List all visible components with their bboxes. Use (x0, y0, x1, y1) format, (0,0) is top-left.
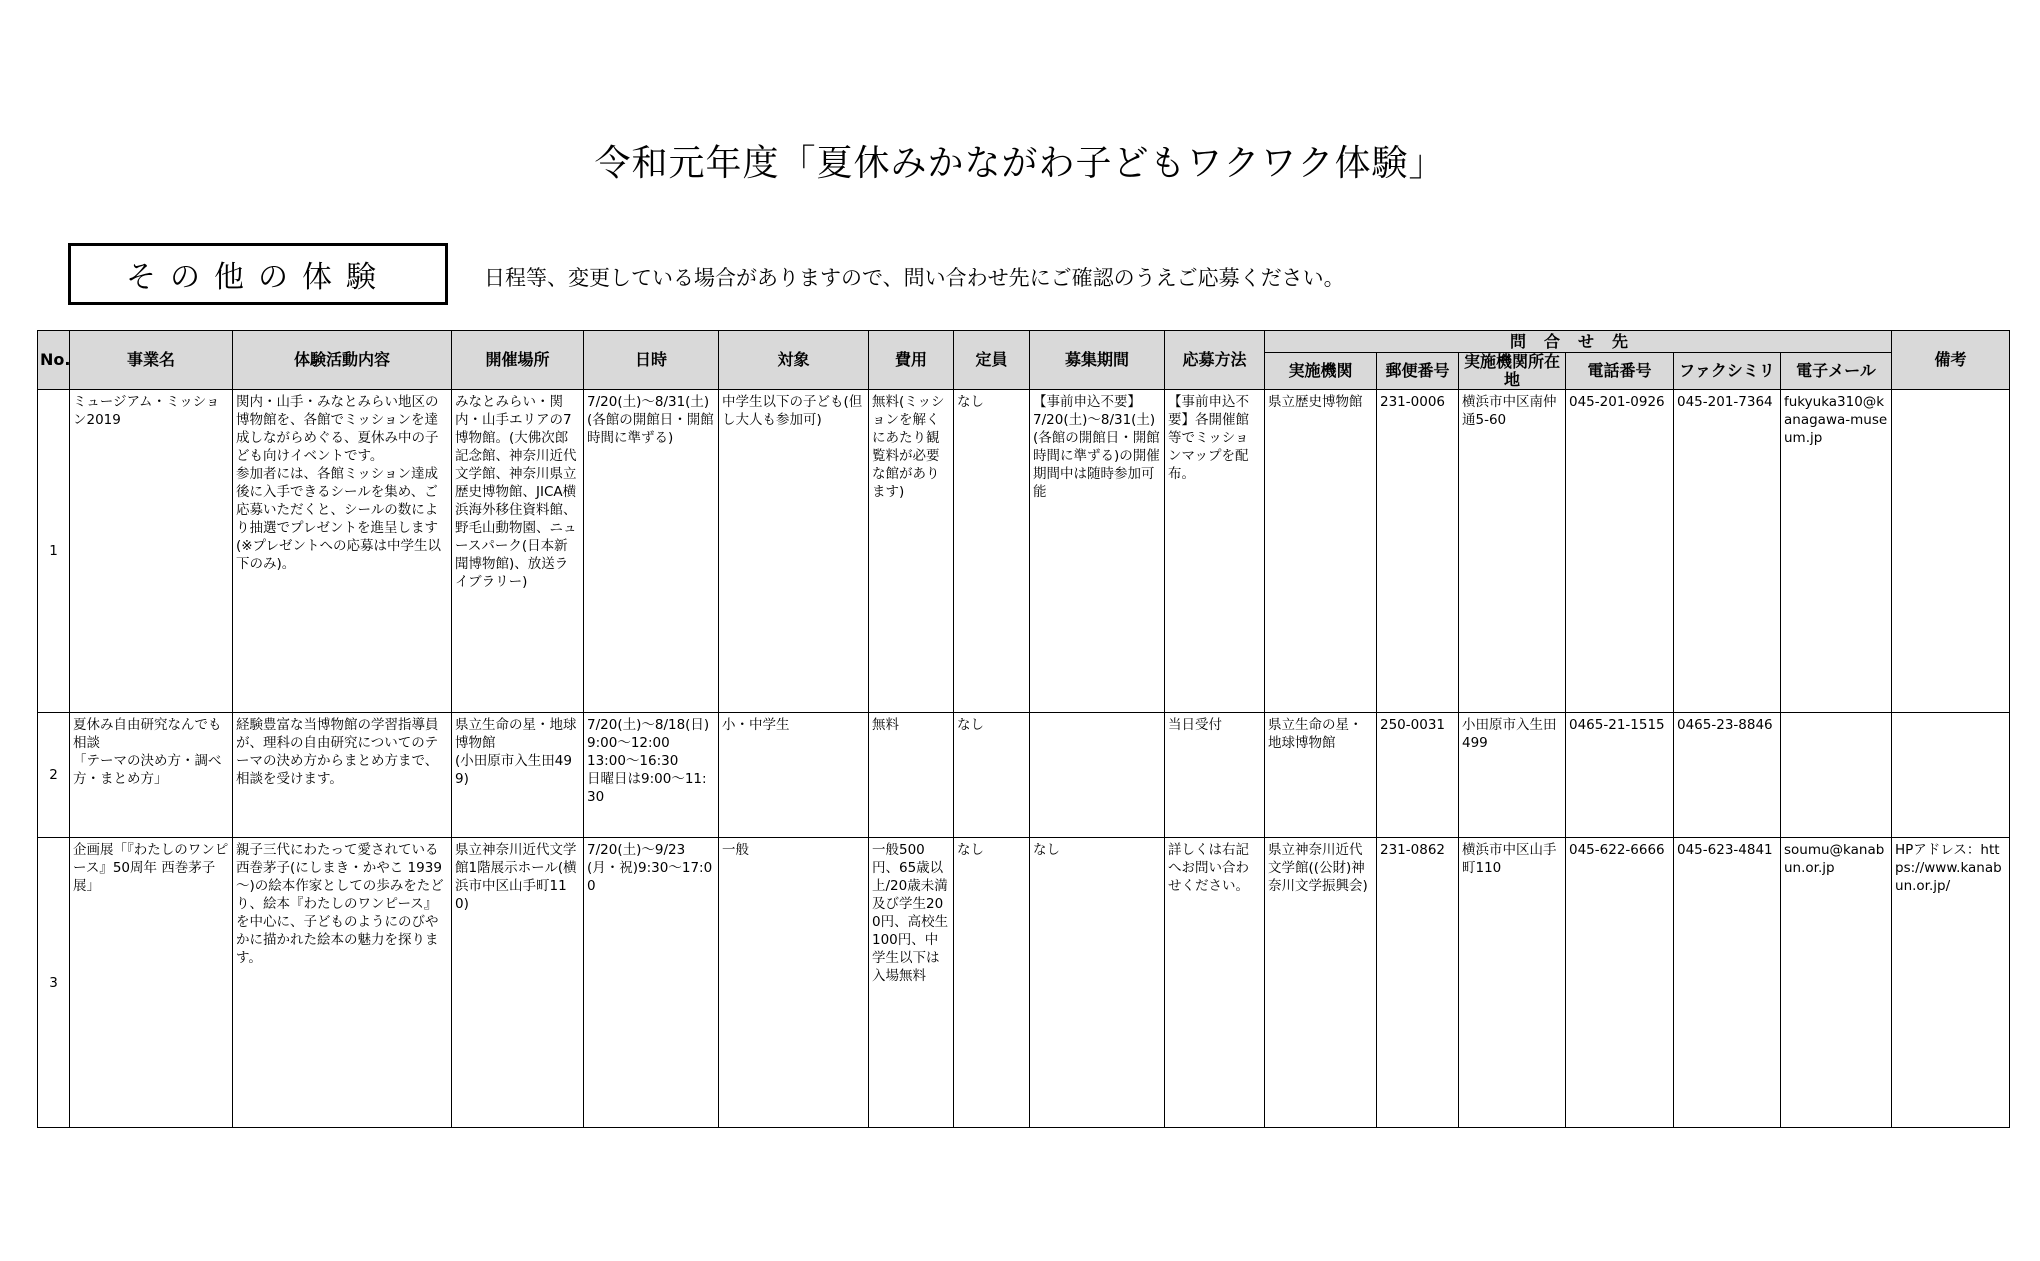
cell-capacity: なし (954, 713, 1030, 838)
header-project: 事業名 (70, 331, 233, 390)
cell-email: fukyuka310@kanagawa-museum.jp (1781, 390, 1892, 713)
cell-no: 1 (38, 390, 70, 713)
section-label-box (68, 243, 448, 305)
cell-postal: 231-0862 (1377, 838, 1459, 1128)
cell-recruit: なし (1030, 838, 1165, 1128)
cell-address: 小田原市入生田499 (1459, 713, 1566, 838)
header-address: 実施機関所在地 (1459, 353, 1566, 390)
header-no: No. (38, 331, 70, 390)
cell-note: HPアドレス：https://www.kanabun.or.jp/ (1892, 838, 2010, 1128)
cell-capacity: なし (954, 838, 1030, 1128)
cell-fax: 0465-23-8846 (1674, 713, 1781, 838)
cell-note (1892, 713, 2010, 838)
table-row (38, 838, 2010, 1128)
header-note: 備考 (1892, 331, 2010, 390)
header-content: 体験活動内容 (233, 331, 452, 390)
page-title: 令和元年度「夏休みかながわ子どもワクワク体験」 (594, 143, 1446, 184)
cell-project: 夏休み自由研究なんでも相談 「テーマの決め方・調べ方・まとめ方」 (70, 713, 233, 838)
cell-capacity: なし (954, 390, 1030, 713)
cell-apply: 詳しくは右記へお問い合わせください。 (1165, 838, 1265, 1128)
cell-venue: みなとみらい・関内・山手エリアの7博物館。(大佛次郎記念館、神奈川近代文学館、神奈川県立歴史博物館、JICA横浜海外移住資料館、野毛山動物園、ニュースパーク(日本新聞博物館)、放送ライブラリー) (452, 390, 584, 713)
header-contact: 問合せ先 (1265, 331, 1892, 353)
cell-org: 県立生命の星・地球博物館 (1265, 713, 1377, 838)
header-org: 実施機関 (1265, 353, 1377, 390)
cell-no: 2 (38, 713, 70, 838)
cell-project: 企画展「『わたしのワンピース』50周年 西巻茅子展」 (70, 838, 233, 1128)
cell-phone: 045-622-6666 (1566, 838, 1674, 1128)
cell-recruit (1030, 713, 1165, 838)
cell-content: 親子三代にわたって愛されている西巻茅子(にしまき・かやこ 1939～)の絵本作家としての歩みをたどり、絵本『わたしのワンピース』を中心に、子どものようにのびやかに描かれた絵本の魅力を探ります。 (233, 838, 452, 1128)
header-postal: 郵便番号 (1377, 353, 1459, 390)
cell-content: 経験豊富な当博物館の学習指導員が、理科の自由研究についてのテーマの決め方からまとめ方まで、相談を受けます。 (233, 713, 452, 838)
section-label: その他の体験 (126, 260, 390, 295)
header-fax: ファクシミリ (1674, 353, 1781, 390)
cell-email: soumu@kanabun.or.jp (1781, 838, 1892, 1128)
cell-content: 関内・山手・みなとみらい地区の博物館を、各館でミッションを達成しながらめぐる、夏休み中の子ども向けイベントです。 参加者には、各館ミッション達成後に入手できるシールを集め、ご応募いただくと、シールの数により抽選でプレゼントを進呈します(※プレゼントへの応募は中学生以下のみ)。 (233, 390, 452, 713)
cell-fee: 一般500円、65歳以上/20歳未満及び学生200円、高校生100円、中学生以下は入場無料 (869, 838, 954, 1128)
events-table (37, 330, 2010, 1128)
cell-target: 一般 (719, 838, 869, 1128)
header-capacity: 定員 (954, 331, 1030, 390)
cell-fee: 無料 (869, 713, 954, 838)
notice-text: 日程等、変更している場合がありますので、問い合わせ先にご確認のうえご応募ください。 (484, 266, 1345, 290)
cell-datetime: 7/20(土)～9/23(月・祝)9:30～17:00 (584, 838, 719, 1128)
cell-address: 横浜市中区南仲通5-60 (1459, 390, 1566, 713)
cell-phone: 045-201-0926 (1566, 390, 1674, 713)
header-fee: 費用 (869, 331, 954, 390)
header-email: 電子メール (1781, 353, 1892, 390)
table-row (38, 713, 2010, 838)
cell-phone: 0465-21-1515 (1566, 713, 1674, 838)
cell-fax: 045-201-7364 (1674, 390, 1781, 713)
cell-datetime: 7/20(土)～8/31(土) (各館の開館日・開館時間に準ずる) (584, 390, 719, 713)
header-apply: 応募方法 (1165, 331, 1265, 390)
cell-target: 小・中学生 (719, 713, 869, 838)
cell-apply: 当日受付 (1165, 713, 1265, 838)
header-recruit: 募集期間 (1030, 331, 1165, 390)
header-venue: 開催場所 (452, 331, 584, 390)
cell-target: 中学生以下の子ども(但し大人も参加可) (719, 390, 869, 713)
table-row (38, 390, 2010, 713)
header-datetime: 日時 (584, 331, 719, 390)
cell-project: ミュージアム・ミッション2019 (70, 390, 233, 713)
cell-datetime: 7/20(土)～8/18(日) 9:00～12:00 13:00～16:30 日曜日は9:00～11:30 (584, 713, 719, 838)
cell-address: 横浜市中区山手町110 (1459, 838, 1566, 1128)
cell-org: 県立神奈川近代文学館((公財)神奈川文学振興会) (1265, 838, 1377, 1128)
cell-fee: 無料(ミッションを解くにあたり観覧料が必要な館があります) (869, 390, 954, 713)
header-target: 対象 (719, 331, 869, 390)
cell-note (1892, 390, 2010, 713)
header-phone: 電話番号 (1566, 353, 1674, 390)
cell-email (1781, 713, 1892, 838)
cell-no: 3 (38, 838, 70, 1128)
cell-venue: 県立生命の星・地球博物館 (小田原市入生田499) (452, 713, 584, 838)
cell-recruit: 【事前申込不要】 7/20(土)～8/31(土) (各館の開館日・開館時間に準ずる)の開催期間中は随時参加可能 (1030, 390, 1165, 713)
cell-postal: 231-0006 (1377, 390, 1459, 713)
cell-org: 県立歴史博物館 (1265, 390, 1377, 713)
cell-venue: 県立神奈川近代文学館1階展示ホール(横浜市中区山手町110) (452, 838, 584, 1128)
cell-fax: 045-623-4841 (1674, 838, 1781, 1128)
cell-postal: 250-0031 (1377, 713, 1459, 838)
cell-apply: 【事前申込不要】各開催館等でミッションマップを配布。 (1165, 390, 1265, 713)
